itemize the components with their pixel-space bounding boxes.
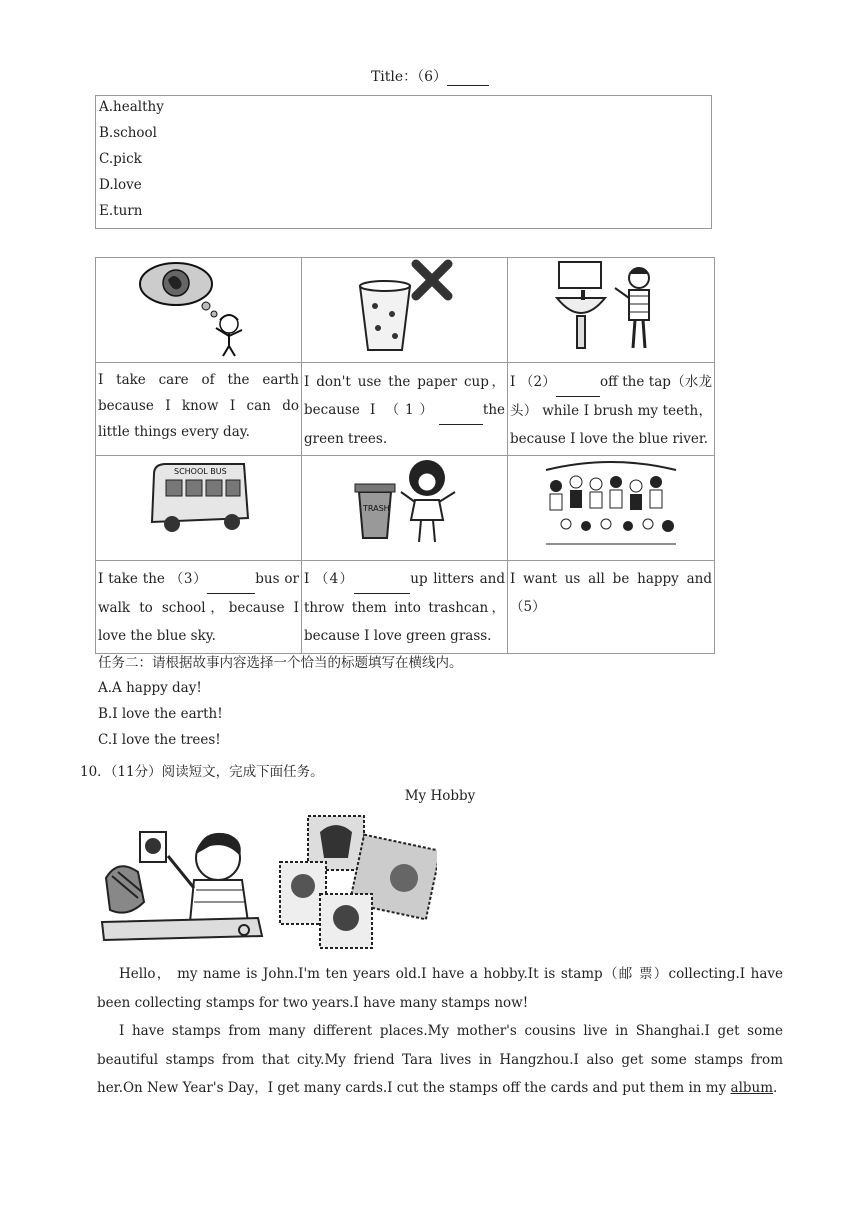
task2-option: B.I love the earth!	[98, 706, 223, 722]
paper-cup-picture	[302, 258, 508, 363]
blank-2	[556, 368, 600, 397]
blank-1	[439, 396, 483, 425]
blank-4-prefix: I （4）	[304, 571, 355, 587]
blank-4-suffix: up litters and throw them into trashcan，because I love green grass.	[304, 571, 505, 644]
cell-litter-text	[302, 561, 507, 650]
passage-title: My Hobby	[404, 788, 476, 804]
option-item: C.pick	[99, 151, 142, 167]
cell-earth-text: I take care of the earth because I know I can do little things every day.	[98, 372, 299, 440]
cell-happy	[508, 561, 715, 654]
story-table	[95, 257, 715, 654]
trash-sign-text: TRASH	[362, 504, 390, 513]
cell-paper-cup	[302, 363, 508, 456]
happy-people-picture	[508, 456, 715, 561]
blank-4	[354, 565, 410, 594]
option-item: D.love	[99, 177, 142, 193]
passage-paragraph-2-end: .	[773, 1080, 778, 1096]
earth-child-picture	[96, 258, 302, 363]
task2-option: C.I love the trees!	[98, 732, 221, 748]
passage-paragraph-1: Hello， my name is John.I'm ten years old.I have a hobby.It is stamp（邮 票）collecting.I have been collecting stamps for two years.I have many stamps now!	[97, 966, 783, 1011]
task2-instruction: 任务二：请根据故事内容选择一个恰当的标题填写在横线内。	[98, 655, 463, 671]
blank-2-suffix: off the tap（水龙头） while I brush my teeth，because I love the blue river.	[510, 374, 712, 447]
cell-tap	[508, 363, 715, 456]
school-bus-picture	[96, 456, 302, 561]
tap-brushing-picture	[508, 258, 715, 363]
title-blank	[447, 69, 489, 86]
blank-3-suffix: bus or walk to school，because I love the blue sky.	[98, 571, 299, 644]
bus-sign-text: SCHOOL BUS	[173, 467, 227, 476]
title-label: Title：（6）	[370, 69, 448, 85]
blank-5-prefix: I want us all be happy and （5）	[510, 571, 712, 615]
blank-2-prefix: I （2）	[510, 374, 556, 390]
word-options-box	[95, 95, 712, 229]
option-item: A.healthy	[99, 99, 164, 115]
trash-girl-picture	[302, 456, 508, 561]
passage-paragraph-2	[97, 1017, 783, 1103]
cell-happy-text	[508, 561, 714, 621]
cell-tap-text	[508, 363, 714, 453]
cell-bus	[96, 561, 302, 654]
option-item: B.school	[99, 125, 157, 141]
album-word: album	[730, 1080, 774, 1096]
passage-paragraph-2-text: I have stamps from many different places.My mother's cousins live in Shanghai.I get some beautiful stamps from that city.My friend Tara lives in Hangzhou.I also get some stamps from her.On New Year's Day，I get many cards.I cut the stamps off the cards and put them in my	[97, 1023, 783, 1096]
cell-litter	[302, 561, 508, 654]
blank-1-prefix: I don't use the paper cup，because I （1）	[304, 374, 505, 418]
title-line	[0, 66, 860, 86]
passage	[97, 960, 783, 1103]
blank-3	[207, 565, 255, 594]
option-item: E.turn	[99, 203, 143, 219]
cell-paper-cup-text	[302, 363, 507, 453]
question-10-heading: 10．（11分）阅读短文，完成下面任务。	[80, 764, 324, 780]
cell-bus-text	[96, 561, 301, 650]
blank-1-suffix: the green trees.	[304, 402, 505, 447]
blank-3-prefix: I take the （3）	[98, 571, 208, 587]
cell-earth	[96, 363, 302, 456]
stamps-collage-picture	[272, 812, 437, 952]
boy-stamp-picture	[98, 818, 268, 944]
task2-option: A.A happy day!	[98, 680, 202, 696]
